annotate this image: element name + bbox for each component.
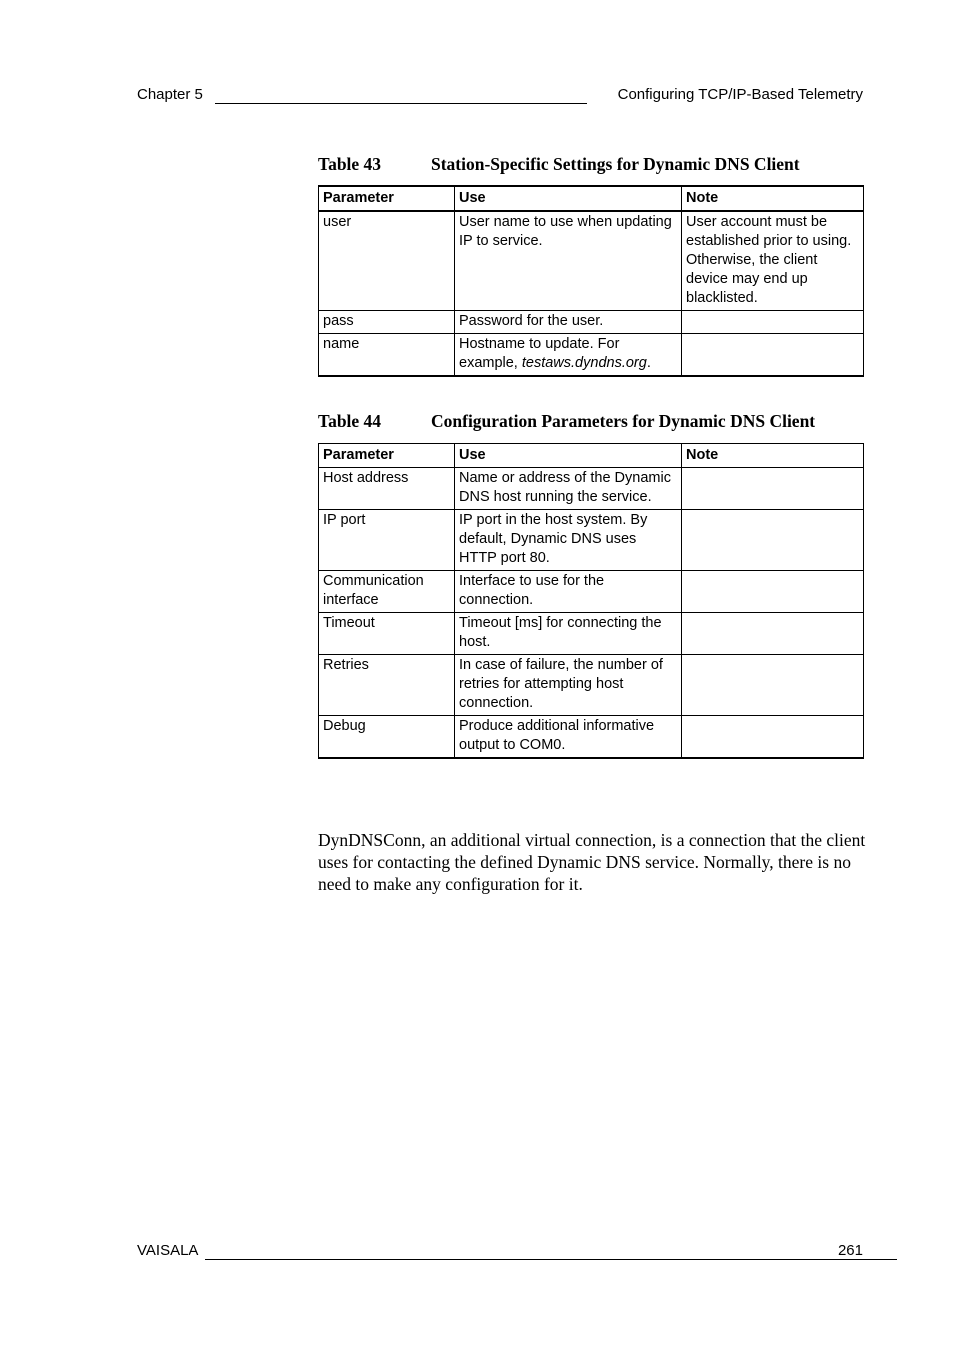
cell-use: IP port in the host system. By default, Dynamic DNS uses HTTP port 80. [455, 510, 682, 571]
cell-use: Produce additional informative output to COM0. [455, 716, 682, 759]
table-43-title: Station-Specific Settings for Dynamic DNS Client [431, 154, 800, 174]
cell-note [682, 468, 864, 510]
table-row [319, 510, 864, 571]
table-row [319, 468, 864, 510]
cell-note: User account must be established prior to using. Otherwise, the client device may end up blacklisted. [682, 211, 864, 311]
cell-parameter: Debug [319, 716, 455, 759]
page-number: 261 [837, 1242, 863, 1259]
cell-parameter: name [319, 334, 455, 377]
table-header-row [319, 444, 864, 468]
cell-use: Timeout [ms] for connecting the host. [455, 613, 682, 655]
cell-use: Password for the user. [455, 311, 682, 334]
table-44-caption [318, 411, 878, 432]
cell-parameter: Retries [319, 655, 455, 716]
table-row [319, 211, 864, 311]
chapter-title: Configuring TCP/IP-Based Telemetry [617, 86, 863, 103]
cell-note [682, 613, 864, 655]
example-hostname: testaws.dyndns.org [521, 355, 647, 371]
table-43 [318, 185, 864, 377]
table-row [319, 334, 864, 377]
table-header-row [319, 186, 864, 211]
cell-use: User name to use when updating IP to service. [455, 211, 682, 311]
cell-use: Interface to use for the connection. [455, 571, 682, 613]
cell-parameter: Host address [319, 468, 455, 510]
column-header-parameter: Parameter [319, 444, 455, 468]
cell-note [682, 655, 864, 716]
cell-parameter: pass [319, 311, 455, 334]
column-header-note: Note [682, 444, 864, 468]
table-44-title: Configuration Parameters for Dynamic DNS Client [431, 411, 816, 431]
cell-use [455, 334, 682, 377]
body-paragraph: DynDNSConn, an additional virtual connection, is a connection that the client uses for contacting the defined Dynamic DNS service. Normally, there is no need to make any configuration for it. [318, 829, 866, 894]
column-header-use: Use [455, 186, 682, 211]
cell-parameter: user [319, 211, 455, 311]
use-suffix: . [646, 355, 651, 371]
cell-note [682, 510, 864, 571]
cell-use: In case of failure, the number of retries for attempting host connection. [455, 655, 682, 716]
page-header [137, 86, 863, 108]
cell-note [682, 571, 864, 613]
table-row [319, 571, 864, 613]
page-footer [137, 1242, 863, 1264]
column-header-parameter: Parameter [319, 186, 455, 211]
company-name: VAISALA [137, 1242, 199, 1259]
cell-note [682, 716, 864, 759]
footer-rule [205, 1259, 897, 1260]
table-row [319, 716, 864, 759]
table-row [319, 311, 864, 334]
table-row [319, 655, 864, 716]
chapter-label: Chapter 5 [137, 86, 203, 103]
table-44-number: Table 44 [318, 411, 382, 431]
cell-parameter: Communication interface [319, 571, 455, 613]
table-43-caption [318, 154, 878, 175]
table-43-number: Table 43 [318, 154, 382, 174]
use-text: Hostname to update. For example, [459, 336, 620, 371]
cell-note [682, 334, 864, 377]
cell-parameter: IP port [319, 510, 455, 571]
cell-note [682, 311, 864, 334]
column-header-use: Use [455, 444, 682, 468]
cell-parameter: Timeout [319, 613, 455, 655]
column-header-note: Note [682, 186, 864, 211]
header-rule [215, 103, 587, 104]
table-44 [318, 443, 864, 759]
table-row [319, 613, 864, 655]
cell-use: Name or address of the Dynamic DNS host running the service. [455, 468, 682, 510]
